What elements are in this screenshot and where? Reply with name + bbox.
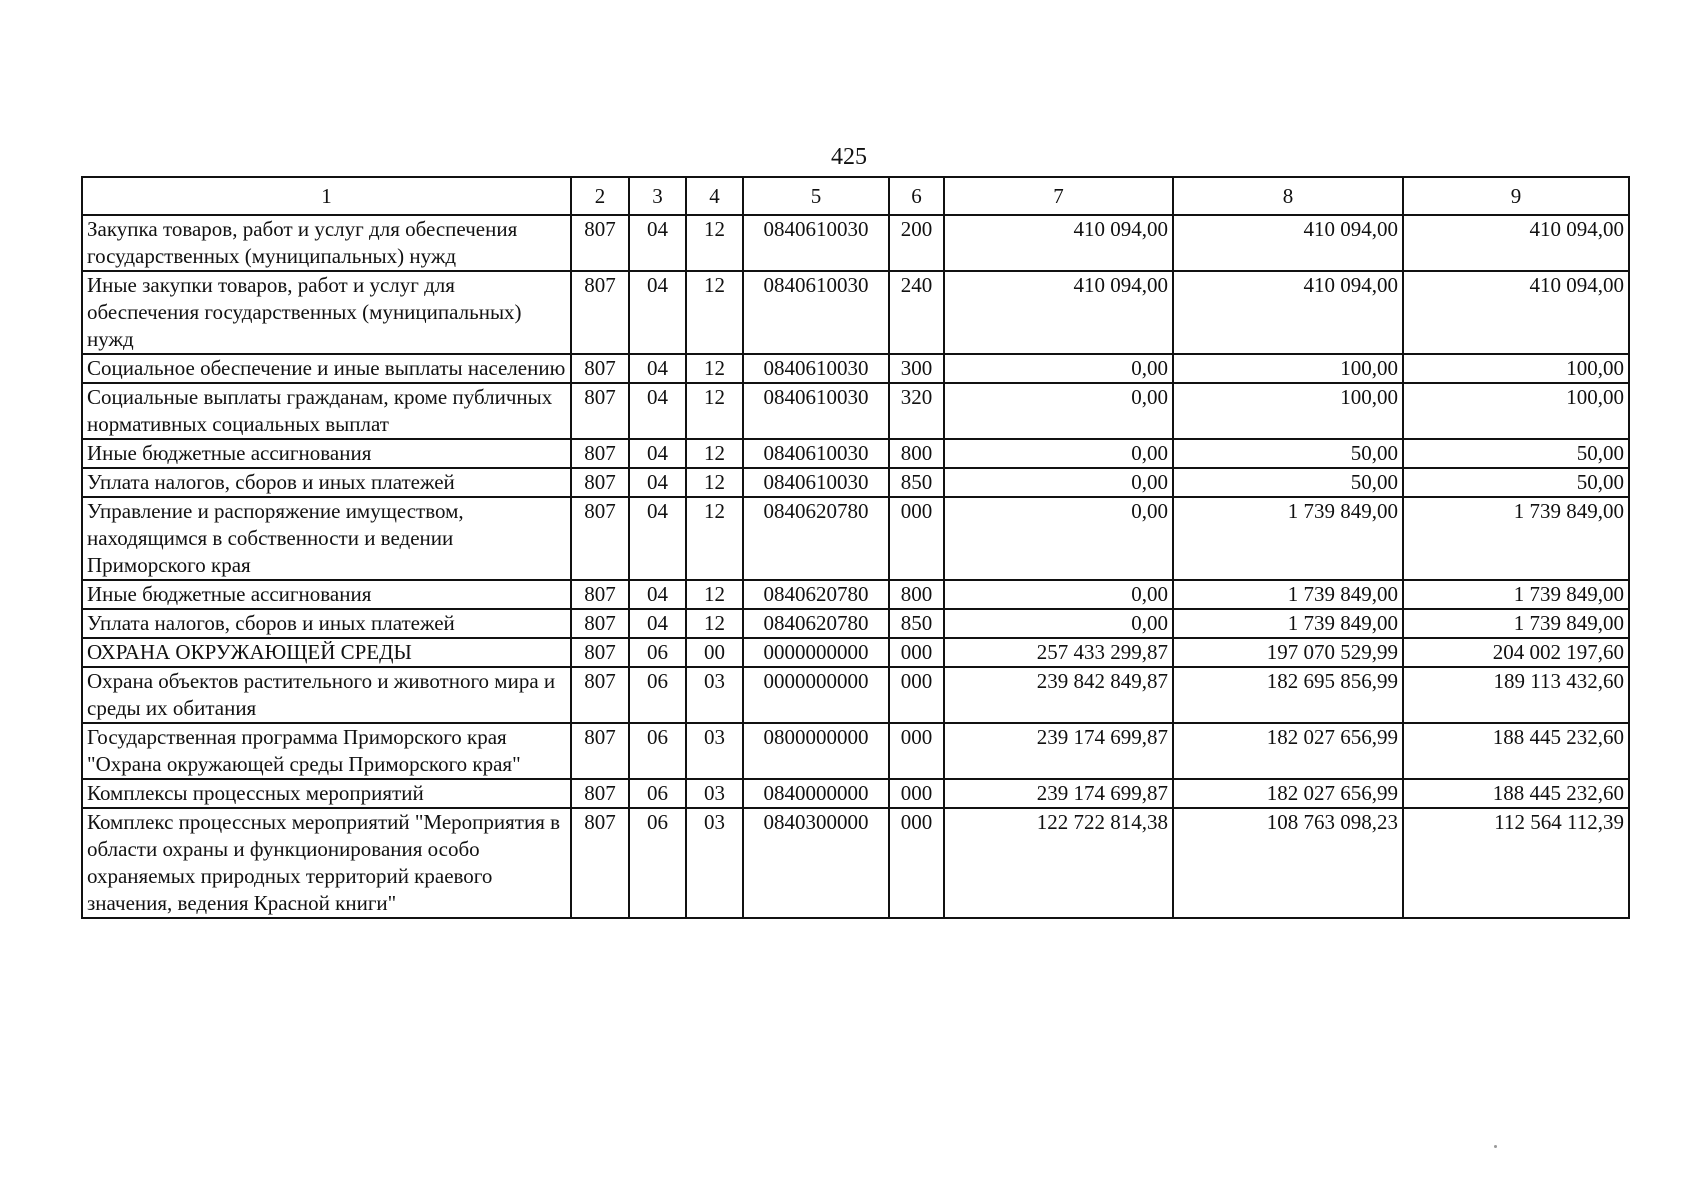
amount-col-9: 189 113 432,60: [1403, 667, 1629, 723]
expense-type-code: 000: [889, 808, 944, 918]
amount-col-8: 182 695 856,99: [1173, 667, 1403, 723]
header-cell: 5: [743, 177, 889, 215]
row-name: Закупка товаров, работ и услуг для обеспечения государственных (муниципальных) нужд: [82, 215, 571, 271]
header-cell: 1: [82, 177, 571, 215]
table-row: [82, 667, 1629, 723]
amount-col-9: 50,00: [1403, 439, 1629, 468]
expense-type-code: 240: [889, 271, 944, 354]
section-code: 06: [629, 723, 686, 779]
amount-col-8: 410 094,00: [1173, 215, 1403, 271]
amount-col-8: 50,00: [1173, 468, 1403, 497]
target-code: 0840610030: [743, 354, 889, 383]
amount-col-7: 0,00: [944, 609, 1173, 638]
amount-col-8: 182 027 656,99: [1173, 723, 1403, 779]
header-cell: 6: [889, 177, 944, 215]
amount-col-8: 1 739 849,00: [1173, 580, 1403, 609]
section-code: 04: [629, 609, 686, 638]
amount-col-7: 239 174 699,87: [944, 779, 1173, 808]
section-code: 06: [629, 808, 686, 918]
expense-type-code: 320: [889, 383, 944, 439]
row-name: Охрана объектов растительного и животного мира и среды их обитания: [82, 667, 571, 723]
subsection-code: 12: [686, 215, 743, 271]
page-number: 425: [831, 144, 867, 170]
ministry-code: 807: [571, 497, 629, 580]
amount-col-9: 1 739 849,00: [1403, 609, 1629, 638]
section-code: 04: [629, 580, 686, 609]
row-name: Комплекс процессных мероприятий "Мероприятия в области охраны и функционирования особо охраняемых природных территорий краевого значения, ведения Красной книги": [82, 808, 571, 918]
amount-col-8: 1 739 849,00: [1173, 609, 1403, 638]
subsection-code: 03: [686, 723, 743, 779]
row-name: Иные бюджетные ассигнования: [82, 439, 571, 468]
amount-col-7: 0,00: [944, 468, 1173, 497]
ministry-code: 807: [571, 609, 629, 638]
expense-type-code: 000: [889, 638, 944, 667]
subsection-code: 12: [686, 271, 743, 354]
ministry-code: 807: [571, 580, 629, 609]
row-name: Государственная программа Приморского края "Охрана окружающей среды Приморского края": [82, 723, 571, 779]
table-row: [82, 271, 1629, 354]
amount-col-7: 239 174 699,87: [944, 723, 1173, 779]
amount-col-9: 410 094,00: [1403, 271, 1629, 354]
amount-col-9: 1 739 849,00: [1403, 497, 1629, 580]
ministry-code: 807: [571, 667, 629, 723]
amount-col-9: 188 445 232,60: [1403, 779, 1629, 808]
header-cell: 4: [686, 177, 743, 215]
subsection-code: 12: [686, 354, 743, 383]
row-name: ОХРАНА ОКРУЖАЮЩЕЙ СРЕДЫ: [82, 638, 571, 667]
amount-col-9: 410 094,00: [1403, 215, 1629, 271]
target-code: 0840610030: [743, 468, 889, 497]
target-code: 0840620780: [743, 609, 889, 638]
table-row: [82, 439, 1629, 468]
amount-col-7: 410 094,00: [944, 271, 1173, 354]
section-code: 04: [629, 468, 686, 497]
expense-type-code: 000: [889, 667, 944, 723]
ministry-code: 807: [571, 271, 629, 354]
section-code: 06: [629, 638, 686, 667]
section-code: 06: [629, 667, 686, 723]
amount-col-9: 204 002 197,60: [1403, 638, 1629, 667]
target-code: 0000000000: [743, 638, 889, 667]
section-code: 04: [629, 497, 686, 580]
section-code: 04: [629, 383, 686, 439]
table-row: [82, 638, 1629, 667]
amount-col-7: 0,00: [944, 580, 1173, 609]
target-code: 0840620780: [743, 580, 889, 609]
expense-type-code: 800: [889, 580, 944, 609]
expense-type-code: 850: [889, 609, 944, 638]
amount-col-9: 50,00: [1403, 468, 1629, 497]
amount-col-8: 197 070 529,99: [1173, 638, 1403, 667]
amount-col-7: 257 433 299,87: [944, 638, 1173, 667]
target-code: 0840000000: [743, 779, 889, 808]
expense-type-code: 800: [889, 439, 944, 468]
amount-col-9: 100,00: [1403, 383, 1629, 439]
row-name: Комплексы процессных мероприятий: [82, 779, 571, 808]
target-code: 0840610030: [743, 215, 889, 271]
table-row: [82, 609, 1629, 638]
amount-col-9: 100,00: [1403, 354, 1629, 383]
amount-col-8: 100,00: [1173, 383, 1403, 439]
expense-type-code: 000: [889, 723, 944, 779]
section-code: 04: [629, 439, 686, 468]
row-name: Уплата налогов, сборов и иных платежей: [82, 468, 571, 497]
table-row: [82, 808, 1629, 918]
target-code: 0840610030: [743, 271, 889, 354]
expense-type-code: 200: [889, 215, 944, 271]
section-code: 04: [629, 271, 686, 354]
ministry-code: 807: [571, 383, 629, 439]
ministry-code: 807: [571, 439, 629, 468]
row-name: Управление и распоряжение имуществом, находящимся в собственности и ведении Приморского края: [82, 497, 571, 580]
ministry-code: 807: [571, 723, 629, 779]
table-row: [82, 779, 1629, 808]
section-code: 06: [629, 779, 686, 808]
target-code: 0000000000: [743, 667, 889, 723]
table-row: [82, 468, 1629, 497]
amount-col-8: 50,00: [1173, 439, 1403, 468]
scan-speck: [1494, 1145, 1497, 1148]
row-name: Иные закупки товаров, работ и услуг для обеспечения государственных (муниципальных) нужд: [82, 271, 571, 354]
table-row: [82, 215, 1629, 271]
header-cell: 3: [629, 177, 686, 215]
subsection-code: 12: [686, 383, 743, 439]
amount-col-7: 0,00: [944, 383, 1173, 439]
subsection-code: 12: [686, 580, 743, 609]
amount-col-7: 0,00: [944, 354, 1173, 383]
amount-col-7: 410 094,00: [944, 215, 1173, 271]
subsection-code: 03: [686, 779, 743, 808]
subsection-code: 12: [686, 439, 743, 468]
target-code: 0840620780: [743, 497, 889, 580]
target-code: 0840610030: [743, 383, 889, 439]
row-name: Социальное обеспечение и иные выплаты населению: [82, 354, 571, 383]
subsection-code: 03: [686, 667, 743, 723]
expense-type-code: 300: [889, 354, 944, 383]
subsection-code: 12: [686, 609, 743, 638]
amount-col-7: 122 722 814,38: [944, 808, 1173, 918]
header-cell: 2: [571, 177, 629, 215]
amount-col-9: 112 564 112,39: [1403, 808, 1629, 918]
amount-col-8: 410 094,00: [1173, 271, 1403, 354]
header-row: [82, 177, 1629, 215]
amount-col-8: 182 027 656,99: [1173, 779, 1403, 808]
ministry-code: 807: [571, 779, 629, 808]
amount-col-9: 1 739 849,00: [1403, 580, 1629, 609]
table-row: [82, 354, 1629, 383]
table-row: [82, 580, 1629, 609]
subsection-code: 12: [686, 497, 743, 580]
ministry-code: 807: [571, 468, 629, 497]
expense-type-code: 000: [889, 779, 944, 808]
subsection-code: 03: [686, 808, 743, 918]
target-code: 0840610030: [743, 439, 889, 468]
section-code: 04: [629, 354, 686, 383]
section-code: 04: [629, 215, 686, 271]
amount-col-7: 0,00: [944, 497, 1173, 580]
header-cell: 7: [944, 177, 1173, 215]
ministry-code: 807: [571, 808, 629, 918]
amount-col-7: 239 842 849,87: [944, 667, 1173, 723]
subsection-code: 12: [686, 468, 743, 497]
table-row: [82, 497, 1629, 580]
ministry-code: 807: [571, 215, 629, 271]
amount-col-8: 108 763 098,23: [1173, 808, 1403, 918]
table-row: [82, 383, 1629, 439]
row-name: Иные бюджетные ассигнования: [82, 580, 571, 609]
target-code: 0840300000: [743, 808, 889, 918]
target-code: 0800000000: [743, 723, 889, 779]
amount-col-8: 100,00: [1173, 354, 1403, 383]
header-cell: 9: [1403, 177, 1629, 215]
row-name: Уплата налогов, сборов и иных платежей: [82, 609, 571, 638]
table-row: [82, 723, 1629, 779]
expense-type-code: 000: [889, 497, 944, 580]
subsection-code: 00: [686, 638, 743, 667]
header-cell: 8: [1173, 177, 1403, 215]
ministry-code: 807: [571, 354, 629, 383]
expense-type-code: 850: [889, 468, 944, 497]
ministry-code: 807: [571, 638, 629, 667]
budget-table: [81, 176, 1630, 919]
row-name: Социальные выплаты гражданам, кроме публичных нормативных социальных выплат: [82, 383, 571, 439]
amount-col-7: 0,00: [944, 439, 1173, 468]
amount-col-9: 188 445 232,60: [1403, 723, 1629, 779]
amount-col-8: 1 739 849,00: [1173, 497, 1403, 580]
